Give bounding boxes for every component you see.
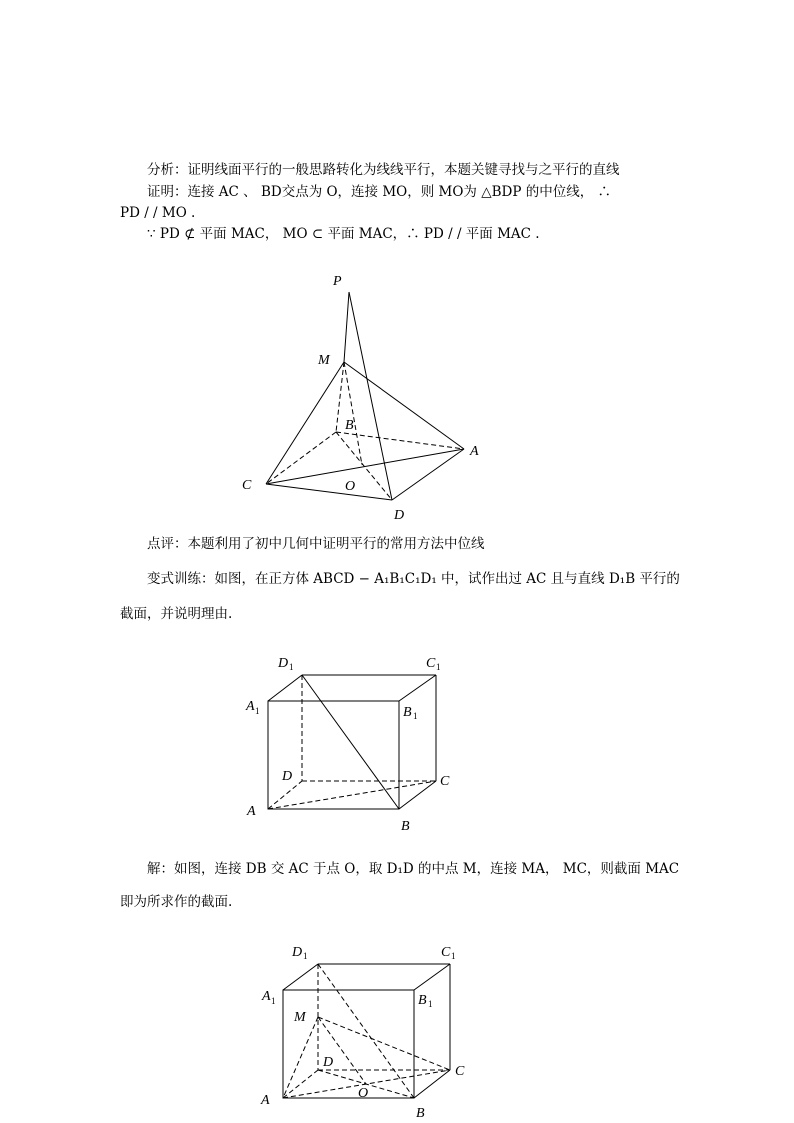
proof-line-1: 证明：连接 AC 、 BD交点为 O，连接 MO，则 MO为 △BDP 的中位线， ∴ xyxy=(147,184,612,200)
proof-line-2: PD / / MO . xyxy=(120,205,196,221)
label-B: B xyxy=(401,819,410,834)
svg-text:1: 1 xyxy=(303,951,308,961)
label-C: C xyxy=(455,1064,465,1079)
svg-text:1: 1 xyxy=(451,951,456,961)
label-C: C xyxy=(242,478,252,493)
label-C1: C xyxy=(441,945,451,960)
label-B1: B xyxy=(418,993,427,1008)
label-A: A xyxy=(247,804,256,819)
label-A: A xyxy=(470,444,479,459)
label-B1: B xyxy=(403,705,412,720)
edge-CD xyxy=(266,484,392,500)
variant-line-1: 变式训练：如图，在正方体 ABCD − A₁B₁C₁D₁ 中，试作出过 AC 且与直线 D₁B 平行的 xyxy=(147,571,680,587)
edge-DA xyxy=(392,449,464,500)
label-D1: D xyxy=(292,945,303,960)
label-O: O xyxy=(345,479,356,494)
cube-section-figure xyxy=(255,935,475,1123)
edge-D1B xyxy=(302,675,399,809)
proof-line-3: ∵ PD ⊄ 平面 MAC， MO ⊂ 平面 MAC，∴ PD / / 平面 MAC . xyxy=(147,226,540,242)
label-A: A xyxy=(261,1093,270,1108)
edge-PM xyxy=(344,292,349,362)
edge-PD xyxy=(349,292,392,500)
edge-MC xyxy=(318,1017,450,1070)
label-A1: A xyxy=(246,699,255,714)
cube-figure xyxy=(240,650,460,835)
edge-AC xyxy=(268,781,436,809)
label-M: M xyxy=(294,1010,306,1025)
edge-BC xyxy=(266,432,336,484)
label-P: P xyxy=(333,274,342,289)
label-C: C xyxy=(440,774,450,789)
svg-text:1: 1 xyxy=(289,662,294,672)
label-O: O xyxy=(358,1086,369,1101)
analysis-line: 分析：证明线面平行的一般思路转化为线线平行，本题关键寻找与之平行的直线 xyxy=(147,162,620,178)
label-D: D xyxy=(394,508,405,523)
edge-D1B xyxy=(318,964,414,1098)
svg-text:1: 1 xyxy=(271,996,276,1006)
review-line: 点评：本题利用了初中几何中证明平行的常用方法中位线 xyxy=(147,536,485,552)
svg-text:1: 1 xyxy=(428,999,433,1009)
label-B: B xyxy=(416,1106,425,1121)
label-D: D xyxy=(282,769,293,784)
label-C1: C xyxy=(426,656,436,671)
label-M: M xyxy=(318,353,330,368)
edge-MC xyxy=(266,362,344,484)
svg-text:1: 1 xyxy=(255,706,260,716)
label-D1: D xyxy=(278,656,289,671)
svg-text:1: 1 xyxy=(413,711,418,721)
solution-line-2: 即为所求作的截面. xyxy=(120,894,233,910)
edge-CA xyxy=(266,449,464,484)
svg-text:1: 1 xyxy=(436,662,441,672)
label-B: B xyxy=(345,418,354,433)
label-D: D xyxy=(323,1055,334,1070)
edge-MO xyxy=(344,362,362,465)
label-A1: A xyxy=(262,989,271,1004)
solution-line-1: 解：如图，连接 DB 交 AC 于点 O，取 D₁D 的中点 M，连接 MA， MC，则截面 MAC xyxy=(147,861,680,877)
edge-MA xyxy=(283,1017,318,1098)
variant-line-2: 截面，并说明理由. xyxy=(120,606,233,622)
pyramid-figure xyxy=(230,265,490,525)
